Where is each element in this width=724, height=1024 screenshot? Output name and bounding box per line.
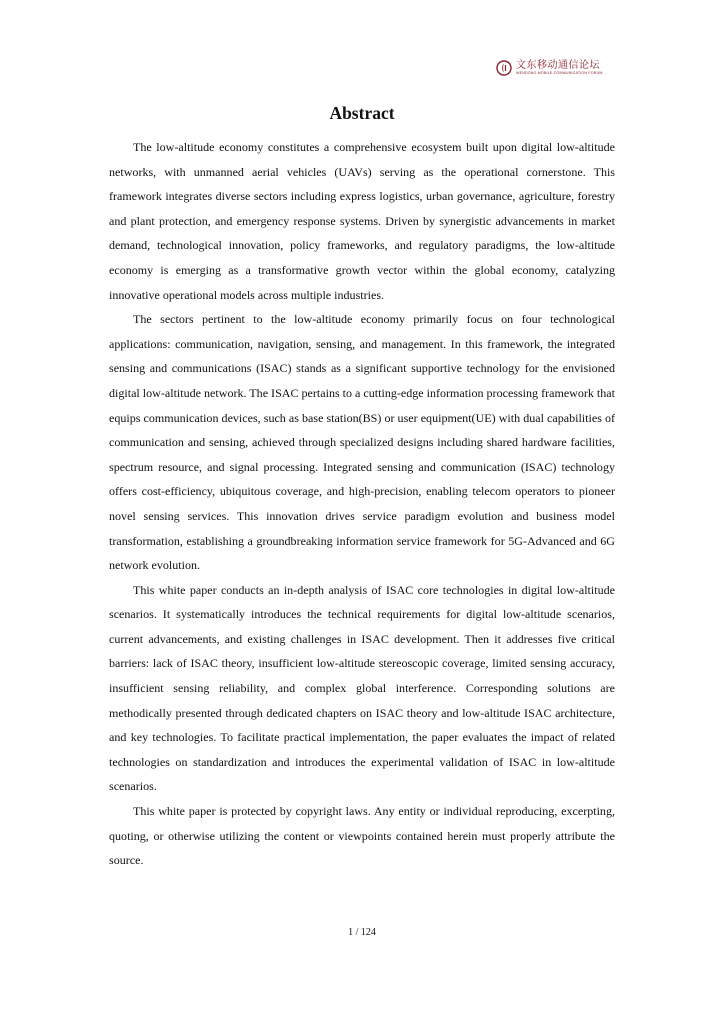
paragraph-4: This white paper is protected by copyright laws. Any entity or individual reproducing, excerpting, quoting, or otherwise utilizing the content or viewpoints contained herein must properly attribute the source.: [109, 804, 615, 868]
paragraph-1: The low-altitude economy constitutes a comprehensive ecosystem built upon digital low-altitude networks, with unmanned aerial vehicles (UAVs) serving as the operational cornerstone. This framework integrates diverse sectors including express logistics, urban governance, agriculture, forestry and plant protection, and emergency response systems. Driven by synergistic advancements in market demand, technological innovation, policy frameworks, and regulatory paradigms, the low-altitude economy is emerging as a transformative growth vector within the global economy, catalyzing innovative operational models across multiple industries.: [109, 140, 615, 302]
logo-english-name: WENDONG MOBILE COMMUNICATION FORUM: [516, 70, 603, 75]
page-title: Abstract: [329, 103, 395, 123]
abstract-body: [109, 135, 615, 873]
forum-logo-icon: [496, 60, 512, 76]
logo-chinese-name: 文东移动通信论坛: [516, 59, 600, 71]
logo-text: [516, 61, 603, 76]
paragraph-3: This white paper conducts an in-depth analysis of ISAC core technologies in digital low-altitude scenarios. It systematically introduces the technical requirements for digital low-altitude scenarios, current advancements, and existing challenges in ISAC development. Then it addresses five critical barriers: lack of ISAC theory, insufficient low-altitude stereoscopic coverage, limited sensing accuracy, insufficient sensing reliability, and complex global interference. Corresponding solutions are methodically presented through dedicated chapters on ISAC theory and low-altitude ISAC architecture, and key technologies. To facilitate practical implementation, the paper evaluates the impact of related technologies on standardization and introduces the experimental validation of ISAC in low-altitude scenarios.: [109, 582, 615, 794]
paragraph-2: The sectors pertinent to the low-altitude economy primarily focus on four technological applications: communication, navigation, sensing, and management. In this framework, the integrated sensing and communications (ISAC) stands as a significant supportive technology for the envisioned digital low-altitude network. The ISAC pertains to a cutting-edge information processing framework that equips communication devices, such as base station(BS) or user equipment(UE) with dual capabilities of communication and sensing, achieved through specialized designs including shared hardware facilities, spectrum resource, and signal processing. Integrated sensing and communication (ISAC) technology offers cost-efficiency, ubiquitous coverage, and high-precision, enabling telecom operators to pioneer novel sensing services. This innovation drives service paradigm evolution and business model transformation, establishing a groundbreaking information service framework for 5G-Advanced and 6G network evolution.: [109, 312, 615, 573]
header-logo: [496, 60, 603, 76]
page-number: 1 / 124: [348, 927, 376, 938]
